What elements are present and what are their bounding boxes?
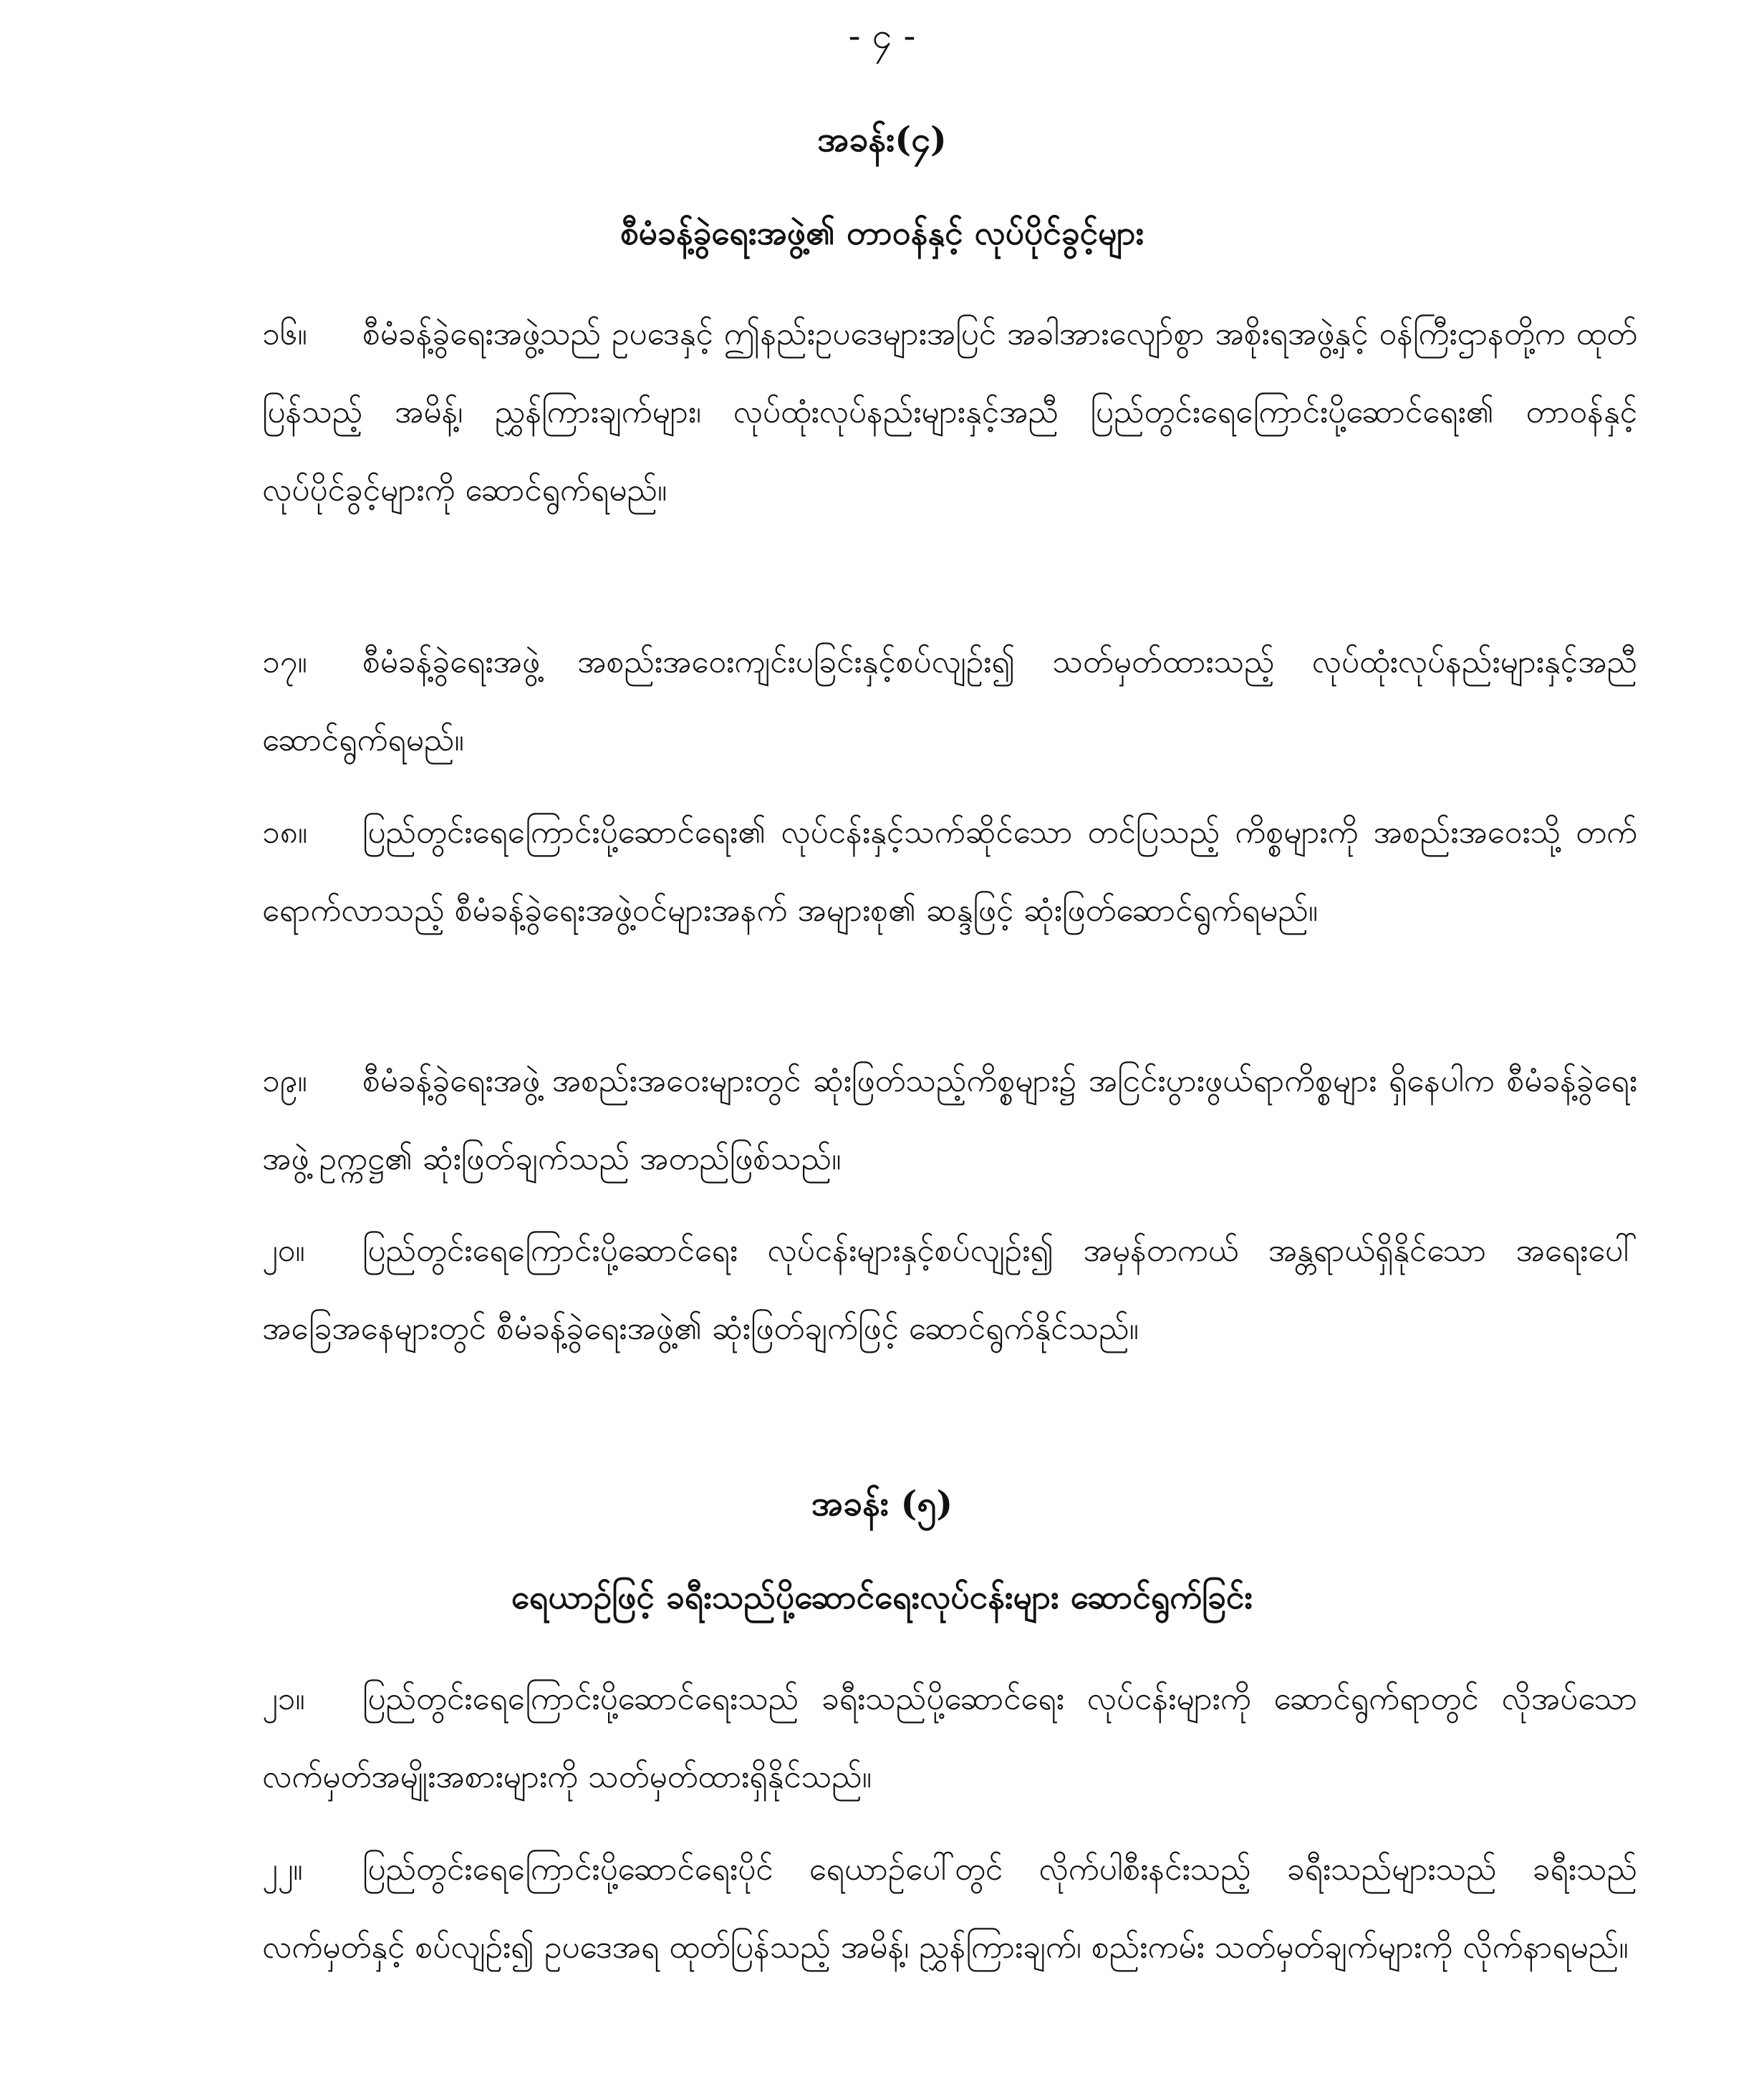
section-number: ၁၆။ [262,316,307,352]
section-text: စီမံခန့်ခွဲရေးအဖွဲ့ အစည်းအဝေးများတွင် ဆုံးဖြတ်သည့်ကိစ္စများ၌ အငြင်းပွားဖွယ်ရာကိစ္စများ ရှိနေပါက စီမံခန့်ခွဲရေးအဖွဲ့ ဥက္ကဋ္ဌ၏ ဆုံးဖြတ်ချက်သည် အတည်ဖြစ်သည်။ [262,1063,1637,1177]
section-text: ပြည်တွင်းရေကြောင်းပို့ဆောင်ရေး လုပ်ငန်းများနှင့်စပ်လျဉ်း၍ အမှန်တကယ် အန္တရာယ်ရှိနိုင်သော အရေးပေါ်အခြေအနေများတွင် စီမံခန့်ခွဲရေးအဖွဲ့၏ ဆုံးဖြတ်ချက်ဖြင့် ဆောင်ရွက်နိုင်သည်။ [262,1232,1637,1347]
section-19 [262,1042,1637,1198]
section-text: ပြည်တွင်းရေကြောင်းပို့ဆောင်ရေးသည် ခရီးသည်ပို့ဆောင်ရေး လုပ်ငန်းများကို ဆောင်ရွက်ရာတွင် လိုအပ်သော လက်မှတ်အမျိုးအစားများကို သတ်မှတ်ထားရှိနိုင်သည်။ [262,1681,1637,1795]
page-number: - ၄ - [848,15,916,57]
chapter-4-heading: အခန်း(၄) [817,120,947,160]
section-number: ၂၁။ [262,1681,305,1717]
section-number: ၂၂။ [262,1851,303,1888]
chapter-5-title: ရေယာဉ်ဖြင့် ခရီးသည်ပို့ဆောင်ရေးလုပ်ငန်းများ ဆောင်ရွက်ခြင်း [511,1578,1253,1616]
section-text: စီမံခန့်ခွဲရေးအဖွဲ့ အစည်းအဝေးကျင်းပခြင်းနှင့်စပ်လျဉ်း၍ သတ်မှတ်ထားသည့် လုပ်ထုံးလုပ်နည်းများနှင့်အညီ ဆောင်ရွက်ရမည်။ [262,644,1637,758]
section-number: ၂၀။ [262,1232,305,1269]
section-17 [262,623,1637,779]
section-18 [262,793,1637,950]
section-22 [262,1830,1637,1986]
section-21 [262,1660,1637,1816]
section-number: ၁၇။ [262,644,307,680]
chapter-4-title: စီမံခန့်ခွဲရေးအဖွဲ့၏ တာဝန်နှင့် လုပ်ပိုင်ခွင့်များ [620,213,1144,252]
section-number: ၁၈။ [262,814,308,851]
section-number: ၁၉။ [262,1063,307,1099]
section-text: ပြည်တွင်းရေကြောင်းပို့ဆောင်ရေးပိုင် ရေယာဉ်ပေါ်တွင် လိုက်ပါစီးနင်းသည့် ခရီးသည်များသည် ခရီးသည်လက်မှတ်နှင့် စပ်လျဉ်း၍ ဥပဒေအရ ထုတ်ပြန်သည့် အမိန့်၊ ညွှန်ကြားချက်၊ စည်းကမ်း သတ်မှတ်ချက်များကို လိုက်နာရမည်။ [262,1851,1637,1966]
section-20 [262,1212,1637,1368]
chapter-5-heading: အခန်း (၅) [811,1484,953,1524]
section-16 [262,295,1637,529]
section-text: ပြည်တွင်းရေကြောင်းပို့ဆောင်ရေး၏ လုပ်ငန်းနှင့်သက်ဆိုင်သော တင်ပြသည့် ကိစ္စများကို အစည်းအဝေးသို့ တက်ရောက်လာသည့် စီမံခန့်ခွဲရေးအဖွဲ့ဝင်များအနက် အများစု၏ ဆန္ဒဖြင့် ဆုံးဖြတ်ဆောင်ရွက်ရမည်။ [262,814,1637,929]
section-text: စီမံခန့်ခွဲရေးအဖွဲ့သည် ဥပဒေနှင့် ဤနည်းဥပဒေများအပြင် အခါအားလျော်စွာ အစိုးရအဖွဲ့နှင့် ဝန်ကြီးဌာနတို့က ထုတ်ပြန်သည့် အမိန့်၊ ညွှန်ကြားချက်များ၊ လုပ်ထုံးလုပ်နည်းများနှင့်အညီ ပြည်တွင်းရေကြောင်းပို့ဆောင်ရေး၏ တာဝန်နှင့် လုပ်ပိုင်ခွင့်များကို ဆောင်ရွက်ရမည်။ [262,316,1637,508]
